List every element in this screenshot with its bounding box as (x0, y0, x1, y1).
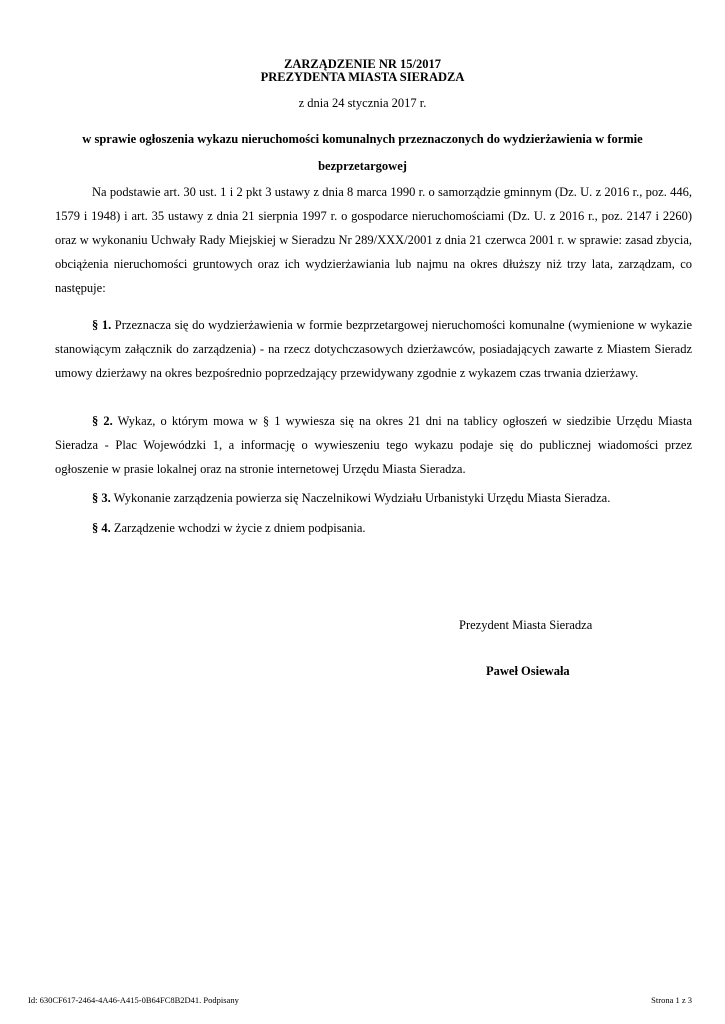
document-subject: w sprawie ogłoszenia wykazu nieruchomości komunalnych przeznaczonych do wydzierżawienia w formie bezprzetargowej (82, 132, 643, 173)
signatory-name: Paweł Osiewała (486, 664, 570, 678)
section-4-paragraph (55, 516, 692, 540)
section-2-paragraph (55, 409, 692, 481)
section-1-label: § 1. (92, 318, 112, 332)
section-3-label: § 3. (92, 491, 111, 505)
footer-page-number: Strona 1 z 3 (651, 995, 692, 1005)
section-4-text: Zarządzenie wchodzi w życie z dniem podpisania. (110, 521, 366, 535)
section-2-text: Wykaz, o którym mowa w § 1 wywiesza się na okres 21 dni na tablicy ogłoszeń w siedzibie Urzędu Miasta Sieradza - Plac Wojewódzki 1, a informację o wywieszeniu tego wykazu podaje się do publicznej wiadomości przez ogłoszenie w prasie lokalnej oraz na stronie internetowej Urzędu Miasta Sieradza. (55, 414, 692, 476)
section-4-label: § 4. (92, 521, 111, 535)
footer-document-id: Id: 630CF617-2464-4A46-A415-0B64FC8B2D41. Podpisany (28, 995, 239, 1005)
section-1-paragraph (55, 313, 692, 385)
section-1-text: Przeznacza się do wydzierżawienia w formie bezprzetargowej nieruchomości komunalne (wymienione w wykazie stanowiącym załącznik do zarządzenia) - na rzecz dotychczasowych dzierżawców, posiadających zawarte z Miastem Sieradz umowy dzierżawy na okres bezpośrednio poprzedzający przewidywany zgodnie z wykazem czas trwania dzierżawy. (55, 318, 692, 380)
section-3-text: Wykonanie zarządzenia powierza się Naczelnikowi Wydziału Urbanistyki Urzędu Miasta Sieradza. (110, 491, 611, 505)
signatory-role: Prezydent Miasta Sieradza (459, 618, 593, 632)
section-3-paragraph (55, 486, 692, 510)
document-title: ZARZĄDZENIE NR 15/2017 (284, 57, 441, 71)
document-issuer: PREZYDENTA MIASTA SIERADZA (260, 70, 465, 84)
document-date: z dnia 24 stycznia 2017 r. (298, 96, 427, 110)
section-2-label: § 2. (92, 414, 113, 428)
legal-basis-paragraph: Na podstawie art. 30 ust. 1 i 2 pkt 3 ustawy z dnia 8 marca 1990 r. o samorządzie gminnym (Dz. U. z 2016 r., poz. 446, 1579 i 1948) i art. 35 ustawy z dnia 21 sierpnia 1997 r. o gospodarce nieruchomościami (Dz. U. z 2016 r., poz. 2147 i 2260) oraz w wykonaniu Uchwały Rady Miejskiej w Sieradzu Nr 289/XXX/2001 z dnia 21 czerwca 2001 r. w sprawie: zasad zbycia, obciążenia nieruchomości gruntowych oraz ich wydzierżawiania lub najmu na okres dłuższy niż trzy lata, zarządzam, co następuje: (55, 185, 692, 295)
